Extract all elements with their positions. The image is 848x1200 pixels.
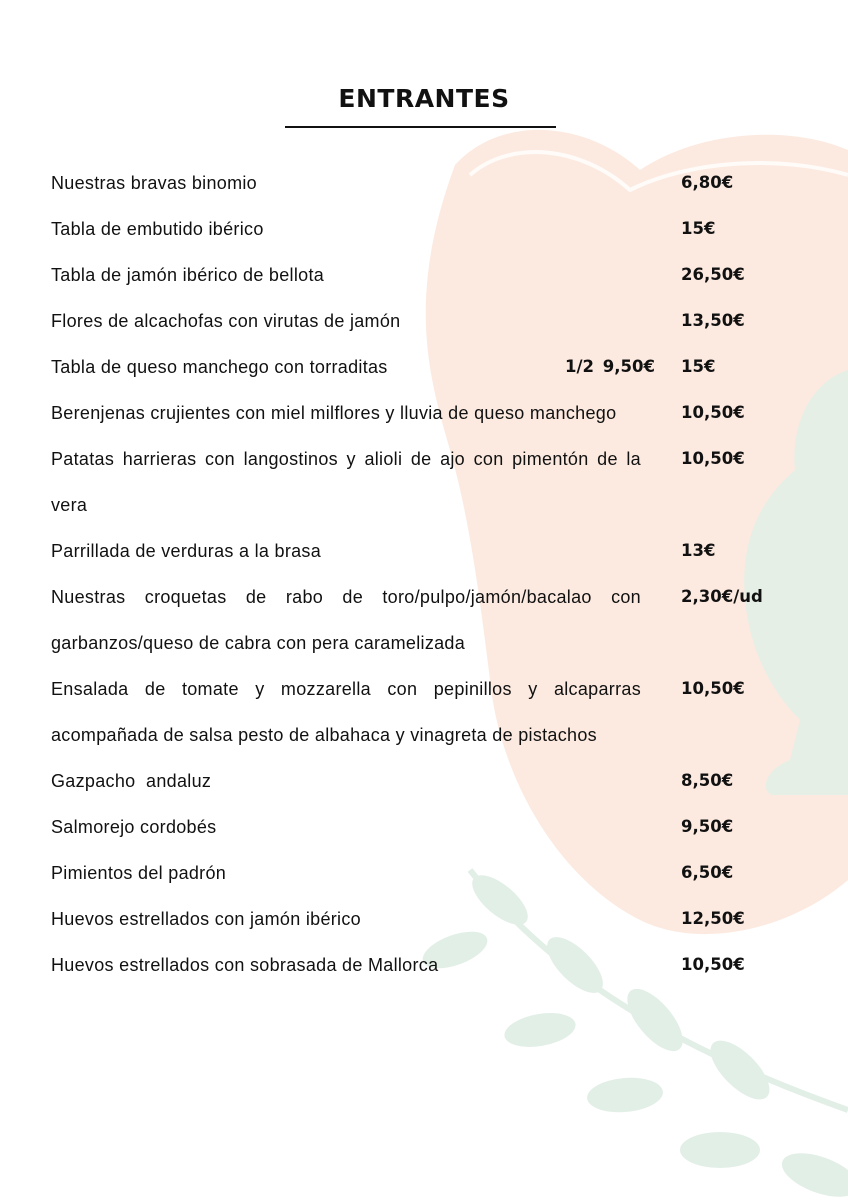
menu-item [51,390,811,436]
menu-item [51,758,811,804]
menu-list [51,160,811,988]
menu-item-name: Ensalada de tomate y mozzarella con pepinillos y alcaparras acompañada de salsa pesto de albahaca y vinagreta de pistachos [51,679,641,745]
menu-item-price: 10,50€ [681,403,745,422]
menu-item-price: 6,80€ [681,173,734,192]
watermark-leaf [502,1008,578,1052]
menu-item-name: Huevos estrellados con jamón ibérico [51,909,361,929]
menu-item [51,298,811,344]
menu-item-name: Salmorejo cordobés [51,817,217,837]
menu-item [51,850,811,896]
menu-item-price: 10,50€ [681,955,745,974]
menu-item-name: Huevos estrellados con sobrasada de Mallorca [51,955,439,975]
menu-item [51,942,811,988]
menu-item-half-price: 1/2 9,50€ [565,357,655,376]
menu-item-price: 26,50€ [681,265,745,284]
menu-item-price: 8,50€ [681,771,734,790]
menu-item-price: 2,30€/ud [681,587,763,606]
page-title: ENTRANTES [338,84,510,113]
menu-item-name: Nuestras bravas binomio [51,173,257,193]
menu-item-name: Tabla de queso manchego con torraditas [51,357,388,377]
watermark-leaf [701,1031,779,1109]
menu-item-price: 13,50€ [681,311,745,330]
menu-item-name: Nuestras croquetas de rabo de toro/pulpo/jamón/bacalao con garbanzos/queso de cabra con pera caramelizada [51,587,641,653]
watermark-leaf [776,1144,848,1200]
watermark-leaf [680,1132,760,1168]
menu-item-name: Pimientos del padrón [51,863,227,883]
menu-item-name: Tabla de embutido ibérico [51,219,264,239]
menu-item-price: 10,50€ [681,679,745,698]
menu-item [51,206,811,252]
menu-item [51,344,811,390]
menu-item [51,160,811,206]
menu-item [51,528,811,574]
menu-item-name: Tabla de jamón ibérico de bellota [51,265,325,285]
menu-item-name: Flores de alcachofas con virutas de jamón [51,311,401,331]
watermark-leaf [618,980,693,1060]
menu-item [51,666,811,758]
menu-item [51,574,811,666]
menu-item-price: 12,50€ [681,909,745,928]
menu-item [51,436,811,528]
menu-item-name: Berenjenas crujientes con miel milflores y lluvia de queso manchego [51,403,617,423]
watermark-leaf [586,1075,665,1115]
menu-item-price: 9,50€ [681,817,734,836]
title-underline [285,126,556,128]
menu-item [51,252,811,298]
menu-item-name: Gazpacho andaluz [51,771,212,791]
menu-item-name: Patatas harrieras con langostinos y alioli de ajo con pimentón de la vera [51,449,641,515]
menu-item-price: 15€ [681,219,716,238]
menu-item-price: 13€ [681,541,716,560]
menu-item-price: 10,50€ [681,449,745,468]
menu-item-name: Parrillada de verduras a la brasa [51,541,322,561]
menu-item-price: 15€ [681,357,716,376]
menu-item [51,804,811,850]
menu-item [51,896,811,942]
menu-item-price: 6,50€ [681,863,734,882]
